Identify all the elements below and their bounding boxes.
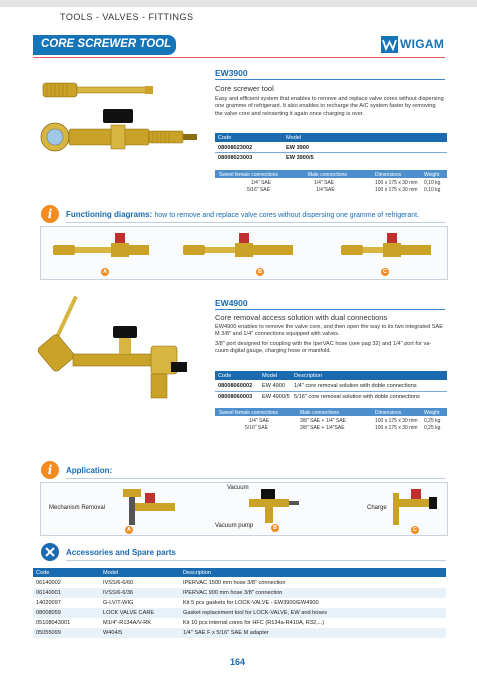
spec-row — [215, 417, 447, 424]
spec-cell: 100 x 175 x 30 mm — [375, 179, 418, 186]
application-divider — [66, 478, 446, 479]
cell-description: IPERVAC 900 mm hose 3/8" connection — [183, 589, 283, 596]
cell-code: 08008059 — [36, 609, 61, 616]
functioning-title: Functioning diagrams: — [66, 210, 153, 219]
ew4900-desc-line: M 3/8" and 1/4" connections equipped with valves. — [215, 331, 340, 338]
brand-name: WIGAM — [400, 37, 445, 51]
functioning-divider — [66, 222, 446, 223]
functioning-subtitle: how to remove and replace valve cores without dispersing one gramme of refrigerant. — [154, 212, 420, 219]
accessories-divider — [66, 560, 446, 561]
application-badge-b: B — [271, 524, 279, 532]
wigam-logo-icon — [381, 36, 398, 53]
spec-cell: 5/16" SAE — [245, 424, 268, 431]
spec-cell: 0,25 kg — [424, 417, 441, 424]
cell-model: LOCK VALVE CARE — [103, 609, 155, 616]
spec-cell: 100 x 175 x 30 mm — [375, 186, 418, 193]
ew3900-desc-line: the valve core and reinserting it again once charging is over. — [215, 110, 364, 117]
ew4900-desc-line: cuum digital gauge, charging hose or manifold. — [215, 347, 331, 354]
diagram-badge-b: B — [256, 268, 264, 276]
cell-description: 1/4" SAE F x 5/16" SAE M adapter — [183, 629, 269, 636]
title-divider — [33, 57, 445, 58]
column-header: Swivel female connections — [219, 409, 278, 416]
page-number: 164 — [230, 657, 246, 667]
column-header: Code — [218, 372, 232, 379]
column-header: Swivel female connections — [219, 171, 278, 178]
label-vacuum-pump: Vacuum pump — [215, 523, 254, 529]
spec-cell: 0,10 kg — [424, 186, 441, 193]
spec-cell: 1/4"SAE — [316, 186, 335, 193]
info-icon: i — [41, 205, 59, 223]
cell-model: EW 4900 — [262, 382, 286, 389]
spec-cell: 100 x 175 x 30 mm — [375, 417, 418, 424]
ew3900-desc-line: Easy and efficient system that enables to remove and replace valve cores without dispersing — [215, 96, 444, 102]
column-header: Code — [218, 134, 232, 141]
cell-model: EW 3900/5 — [286, 154, 314, 161]
cell-code: 05055099 — [36, 629, 61, 636]
top-band — [0, 0, 477, 7]
table-row — [33, 618, 446, 628]
table-row — [33, 578, 446, 588]
ew4900-code: EW4900 — [215, 298, 248, 308]
spec-cell: 0,10 kg — [424, 179, 441, 186]
ew4900-desc-line: 3/8" port designed for coupling with the IperVAC hose (see pag 32) and 1/4" port for va- — [215, 340, 432, 347]
spec-row — [215, 179, 447, 186]
cell-model: EW 4900/5 — [262, 393, 290, 400]
page-title: CORE SCREWER TOOL — [41, 38, 172, 50]
cell-description: 1/4" core removal solution with doble connections — [294, 382, 417, 389]
cell-description: IPERVAC 1500 mm hose 3/8" connection — [183, 579, 286, 586]
cell-code: 08008023003 — [218, 154, 253, 161]
ew4900-subtitle: Core removal access solution with dual connections — [215, 313, 388, 322]
ew4900-table-header — [215, 371, 447, 380]
table-row — [33, 598, 446, 608]
column-header: Dimensions — [375, 409, 402, 416]
cell-description: 5/16" core removal solution with doble connections — [294, 393, 420, 400]
spec-row — [215, 186, 447, 193]
column-header: Weight — [424, 409, 440, 416]
column-header: Model — [262, 372, 278, 379]
cell-code: 05108043001 — [36, 619, 71, 626]
ew3900-underline — [215, 79, 445, 80]
ew3900-code: EW3900 — [215, 68, 248, 78]
cell-model: W404/5 — [103, 629, 123, 636]
brand-logo — [381, 36, 451, 54]
label-vacuum: Vacuum — [227, 485, 249, 491]
spec-cell: 1/4" SAE — [249, 417, 270, 424]
table-row — [33, 628, 446, 638]
ew4900-desc-line: EW4900 enables to remove the valve core, and then open the way to its two integrated SAE — [215, 324, 443, 330]
cell-description: Gasket replacement tool for LOCK-VALVE, EW and hoses — [183, 609, 328, 616]
spec-cell: 0,25 kg — [424, 424, 441, 431]
table-row — [215, 143, 447, 152]
cell-model: EW 3900 — [286, 144, 310, 151]
cell-model: G-LV/T-WIG — [103, 599, 134, 606]
application-badge-a: A — [125, 526, 133, 534]
label-charge: Charge — [367, 505, 387, 511]
ew4900-spec-header — [215, 408, 447, 416]
diagram-badge-c: C — [381, 268, 389, 276]
spec-cell: 1/4" SAE — [251, 179, 272, 186]
cell-code: 08008060002 — [218, 382, 253, 389]
column-header: Male connections — [308, 171, 347, 178]
column-header: Male connections — [300, 409, 339, 416]
ew4900-product-image — [33, 290, 213, 405]
cell-code: 06140002 — [36, 579, 61, 586]
column-header: Weight — [424, 171, 440, 178]
table-row — [215, 153, 447, 162]
spec-cell: 100 x 175 x 30 mm — [375, 424, 418, 431]
info-icon: i — [41, 461, 59, 479]
ew4900-description — [215, 324, 450, 355]
ew3900-subtitle: Core screwer tool — [215, 84, 274, 93]
ew3900-description — [215, 96, 450, 118]
column-header: Dimensions — [375, 171, 402, 178]
spec-cell: 5/16" SAE — [247, 186, 270, 193]
ew3900-desc-line: one gramme of refrigerant. It also enables to recharge the A/C system faster by removing — [215, 103, 436, 110]
table-row — [215, 381, 447, 390]
ew3900-spec-header — [215, 170, 447, 178]
cell-code: 06140001 — [36, 589, 61, 596]
accessories-title: Accessories and Spare parts — [66, 548, 176, 557]
label-mechanism-removal: Mechanism Removal — [49, 505, 106, 511]
spec-cell: 1/4" SAE — [314, 179, 335, 186]
cell-description: Kit 5 pcs gaskets for LOCK-VALVE - EW3900/EW4900 — [183, 599, 319, 606]
cell-code: 14020097 — [36, 599, 61, 606]
ew3900-table-header — [215, 133, 447, 142]
spec-cell: 3/8" SAE + 1/4"SAE — [300, 424, 345, 431]
column-header: Code — [36, 569, 50, 576]
cell-code: 08008060003 — [218, 393, 253, 400]
column-header: Description — [294, 372, 322, 379]
column-header: Model — [103, 569, 119, 576]
functioning-heading — [66, 210, 419, 219]
column-header: Description — [183, 569, 211, 576]
ew3900-product-image — [33, 65, 213, 180]
tools-icon — [41, 543, 59, 561]
spec-row — [215, 424, 447, 431]
application-diagram-panel — [40, 482, 448, 536]
application-title: Application: — [66, 466, 113, 475]
functioning-diagram-panel — [40, 226, 448, 280]
table-row — [33, 608, 446, 618]
cell-code: 08008023002 — [218, 144, 253, 151]
diagram-badge-a: A — [101, 268, 109, 276]
section-title: TOOLS - VALVES - FITTINGS — [60, 12, 194, 22]
cell-model: IVSS/6-6/60 — [103, 579, 134, 586]
ew4900-underline — [215, 309, 445, 310]
page-title-bar — [33, 35, 176, 55]
spec-cell: 3/8" SAE + 1/4" SAE — [300, 417, 346, 424]
table-row — [33, 588, 446, 598]
cell-description: Kit 10 pcs internal cores for HFC (R134a-R410A, R32,...) — [183, 619, 325, 626]
application-badge-c: C — [411, 526, 419, 534]
cell-model: M1/4"-R134A/V-RK — [103, 619, 151, 626]
column-header: Model — [286, 134, 302, 141]
accessories-table-header — [33, 568, 446, 577]
cell-model: IVSS/6-6/36 — [103, 589, 134, 596]
table-row — [215, 392, 447, 401]
